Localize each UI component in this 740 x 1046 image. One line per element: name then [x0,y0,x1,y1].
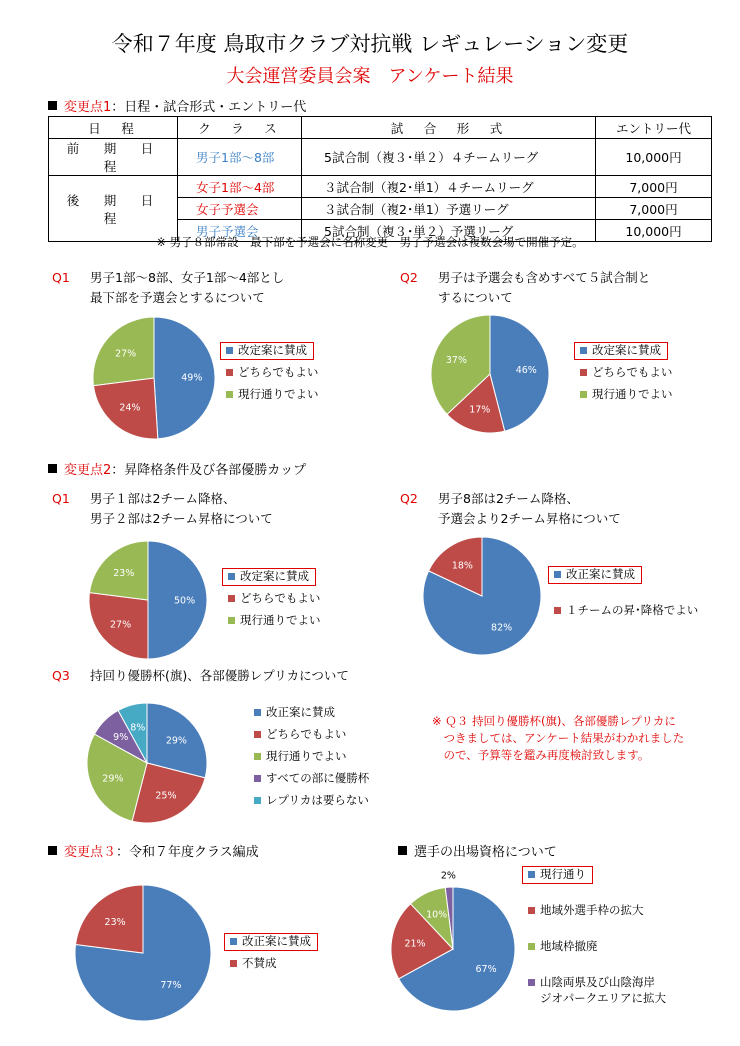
pie-data-label: 27% [109,619,132,631]
legend-swatch-icon [528,871,535,878]
pie-data-label: 24% [119,402,141,414]
pie-data-label: 46% [515,364,537,376]
section1-heading [48,96,306,115]
legend-item [528,938,666,960]
legend-item [226,386,319,408]
legend-label: 現行通りでよい [266,749,347,763]
legend-swatch-icon [254,709,261,716]
legend-label: どちらでもよい [240,591,321,605]
pie-data-label: 49% [181,372,203,384]
legend-swatch-icon [230,938,237,945]
section3-label: 変更点３ [64,845,117,860]
pie-data-label: 29% [102,773,124,785]
legend-label: 不賛成 [242,956,277,970]
legend-item [254,770,369,792]
pie-data-label: 23% [113,568,135,580]
legend-label: 現行通り [540,867,586,881]
table-row [49,139,712,176]
fee-cell: 7,000円 [596,176,712,198]
pie-data-label: 9% [113,732,129,744]
legend-item [580,342,673,364]
format-cell: ３試合制（複2･単1）４チームリーグ [324,179,534,195]
pie-chart-s2q3 [86,702,208,824]
pie-chart-s2q1 [88,540,208,660]
question-s1q1: Q1 男子1部〜8部、女子1部〜4部とし 最下部を予選会とするについて [52,270,285,305]
square-bullet-icon [48,101,57,110]
pie-data-label: 2% [440,870,456,882]
legend-label: 現行通りでよい [592,387,673,401]
memo-note: ※ Ｑ３ 持回り優勝杯(旗)、各部優勝レプリカに つきましては、アンケート結果がわかれました ので、予算等を鑑み再度検討致します。 [432,714,685,762]
legend-swatch-icon [528,907,535,914]
square-bullet-icon [398,846,407,855]
pie-data-label: 27% [115,348,137,360]
legend-swatch-icon [580,369,587,376]
legend-item [228,612,321,634]
legend-label: どちらでもよい [266,727,347,741]
fee-cell: 10,000円 [596,220,712,242]
legend-swatch-icon [254,775,261,782]
header-fee: エントリー代 [596,117,712,139]
legend-label: 現行通りでよい [238,387,319,401]
legend-label: レプリカは要らない [266,793,369,807]
legend-s1q2 [580,342,673,408]
legend-item [580,386,673,408]
class-cell: 男子予選会 [196,223,259,239]
entry-table [48,116,712,242]
legend-item [528,974,666,1010]
legend-label: 改定案に賛成 [592,343,661,357]
section1-label: 変更点1 [64,100,112,115]
legend-label: 改定案に賛成 [240,569,309,583]
pie-data-label: 67% [475,964,497,976]
table-note: ※ 男子８部常設 最下部を予選会に名称変更 男子予選会は複数会場で開催予定。 [156,235,584,249]
legend-item [254,792,369,814]
pie-data-label: 77% [160,980,182,992]
fee-cell: 7,000円 [596,198,712,220]
legend-s2q1 [228,568,321,634]
legend-item [254,748,369,770]
legend-label: どちらでもよい [592,365,673,379]
legend-swatch-icon [254,753,261,760]
legend-item [528,866,666,888]
square-bullet-icon [48,846,57,855]
header-class: ク ラ ス [178,117,302,139]
legend-swatch-icon [228,595,235,602]
legend-swatch-icon [254,731,261,738]
legend-label: 地域枠撤廃 [540,939,598,953]
pie-data-label: 82% [491,622,513,634]
pie-chart-s4 [390,870,516,1012]
section3-rest: ：令和７年度クラス編成 [116,845,259,860]
legend-swatch-icon [528,943,535,950]
legend-swatch-icon [554,571,561,578]
square-bullet-icon [48,464,57,473]
legend-item [230,955,318,977]
legend-swatch-icon [528,979,535,986]
pie-data-label: 17% [469,404,491,416]
pie-data-label: 25% [155,790,177,802]
section2-label: 変更点2 [64,463,112,478]
pie-chart-s1q2 [430,314,550,434]
legend-label: 地域外選手枠の拡大 [540,903,644,917]
legend-label: すべての部に優勝杯 [266,771,370,785]
legend-swatch-icon [254,797,261,804]
legend-item [554,602,698,624]
zenki-cell: 前 期 日 程 [49,139,178,176]
class-cell: 男子1部〜8部 [196,150,275,165]
legend-label: 改定案に賛成 [238,343,307,357]
page-subtitle: 大会運営委員会案 アンケート結果 [226,66,514,87]
pie-chart-s1q1 [92,316,216,440]
format-cell: ３試合制（複2･単1）予選リーグ [324,201,509,217]
legend-swatch-icon [580,391,587,398]
legend-item [228,590,321,612]
legend-label: 現行通りでよい [240,613,321,627]
pie-data-label: 50% [174,595,196,607]
question-s2q1: Q1 男子１部は2チーム降格、 男子２部は2チーム昇格について [52,491,273,526]
legend-s2q3 [254,704,369,814]
legend-swatch-icon [226,369,233,376]
legend-item [228,568,321,590]
table-row [49,176,712,198]
legend-item [226,364,319,386]
legend-swatch-icon [230,960,237,967]
legend-swatch-icon [226,347,233,354]
legend-item [226,342,319,364]
legend-label: 改正案に賛成 [266,705,335,719]
legend-s1q1 [226,342,319,408]
format-cell: 5試合制（複３･単２）４チームリーグ [324,150,539,165]
legend-item [254,704,369,726]
pie-chart-s2q2 [422,536,542,656]
legend-item [528,902,666,924]
header-format: 試 合 形 式 [302,117,596,139]
section1-rest: ：日程・試合形式・エントリー代 [111,100,307,115]
format-cell: 5試合制（複３･単２）予選リーグ [324,223,514,239]
legend-s4 [528,866,666,1010]
header-schedule: 日 程 [49,117,178,139]
section4-title: 選手の出場資格について [414,845,557,860]
section2-rest: ：昇降格条件及び各部優勝カップ [111,463,307,478]
legend-label: 山陰両県及び山陰海岸 ジオパークエリアに拡大 [540,975,667,1005]
fee-cell: 10,000円 [596,139,712,176]
legend-item [554,566,698,588]
legend-item [580,364,673,386]
legend-label: 改正案に賛成 [242,934,311,948]
pie-chart-s3 [74,884,212,1022]
legend-swatch-icon [228,573,235,580]
pie-data-label: 10% [426,909,448,921]
class-cell: 女子1部〜4部 [196,179,275,195]
section4-heading [398,841,557,860]
section2-heading [48,459,306,478]
question-s2q2: Q2 男子8部は2チーム降格、 予選会より2チーム昇格について [400,491,621,526]
page-title: 令和７年度 鳥取市クラブ対抗戦 レギュレーション変更 [111,32,629,56]
legend-label: 改正案に賛成 [566,567,635,581]
table-header-row [49,117,712,139]
pie-data-label: 29% [165,735,187,747]
pie-data-label: 21% [404,938,426,950]
legend-item [230,933,318,955]
pie-data-label: 37% [445,354,467,366]
legend-s3 [230,933,318,977]
pie-data-label: 8% [130,722,146,734]
question-s2q3: Q3 持回り優勝杯(旗)、各部優勝レプリカについて [52,668,349,683]
legend-swatch-icon [226,391,233,398]
legend-swatch-icon [580,347,587,354]
pie-data-label: 18% [451,560,473,572]
kouki-cell: 後 期 日 程 [49,176,178,242]
legend-label: １チームの昇･降格でよい [566,603,699,617]
class-cell: 女子予選会 [196,201,259,217]
legend-swatch-icon [228,617,235,624]
section3-heading [48,841,259,860]
legend-label: どちらでもよい [238,365,319,379]
pie-data-label: 23% [104,916,126,928]
legend-s2q2 [554,566,698,624]
question-s1q2: Q2 男子は予選会も含めすべて５試合制と するについて [400,270,651,305]
legend-swatch-icon [554,607,561,614]
legend-item [254,726,369,748]
